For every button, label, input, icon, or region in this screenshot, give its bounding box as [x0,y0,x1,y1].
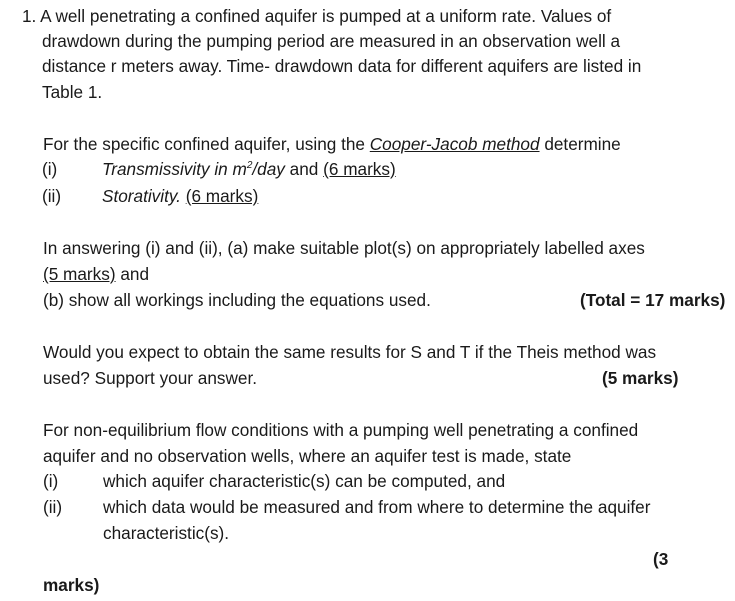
item-number: (i) [42,159,58,179]
part-c-line-1: Would you expect to obtain the same results for S and T if the Theis method was [43,342,657,362]
storativity-label: Storativity. [102,186,181,206]
intro-line-3: distance r meters away. Time- drawdown data for different aquifers are listed in [42,56,642,76]
part-a-lead-prefix: For the specific confined aquifer, using the [43,134,365,154]
marks-label: (5 marks) [43,264,116,284]
cooper-jacob-method-text: Cooper-Jacob method [369,134,540,154]
part-d-item-ii [43,496,650,518]
part-d-marks-open: (3 [653,549,669,569]
item-number: (ii) [42,186,62,206]
part-c-line-2: used? Support your answer. [43,368,258,388]
part-a-lead [43,133,621,155]
superscript-2: 2 [246,160,253,171]
intro-text-1: A well penetrating a confined aquifer is pumped at a uniform rate. Values of [40,6,612,26]
intro-line-4: Table 1. [42,82,103,102]
part-a-item-i [42,158,396,180]
part-d-line-1: For non-equilibrium flow conditions with a pumping well penetrating a confined [43,420,639,440]
part-a-item-ii [42,185,258,207]
marks-label: (6 marks) [323,159,396,179]
part-b-line-2 [43,263,149,285]
part-d-item-i [43,470,505,492]
item-number: (i) [43,471,59,491]
part-d-line-2: aquifer and no observation wells, where an aquifer test is made, state [43,446,572,466]
item-joiner: and [289,159,319,179]
question-number: 1. [22,6,37,26]
item-text: which data would be measured and from where to determine the aquifer [103,497,651,517]
item-text: which aquifer characteristic(s) can be computed, and [103,471,506,491]
transmissivity-label: Transmissivity in $m^2$/day [102,159,285,179]
total-marks: (Total = 17 marks) [580,290,726,310]
intro-line-1 [22,5,611,27]
part-b-joiner: and [120,264,150,284]
part-d-item-ii-continuation: characteristic(s). [103,523,230,543]
marks-label: (6 marks) [185,186,259,206]
part-d-marks-close: marks) [43,575,100,595]
part-b-line-3: (b) show all workings including the equations used. [43,290,431,310]
item-number: (ii) [43,497,63,517]
part-b-line-1: In answering (i) and (ii), (a) make suitable plot(s) on appropriately labelled axes [43,238,645,258]
part-c-marks: (5 marks) [602,368,679,388]
intro-line-2: drawdown during the pumping period are measured in an observation well a [42,31,621,51]
part-a-lead-suffix: determine [544,134,621,154]
